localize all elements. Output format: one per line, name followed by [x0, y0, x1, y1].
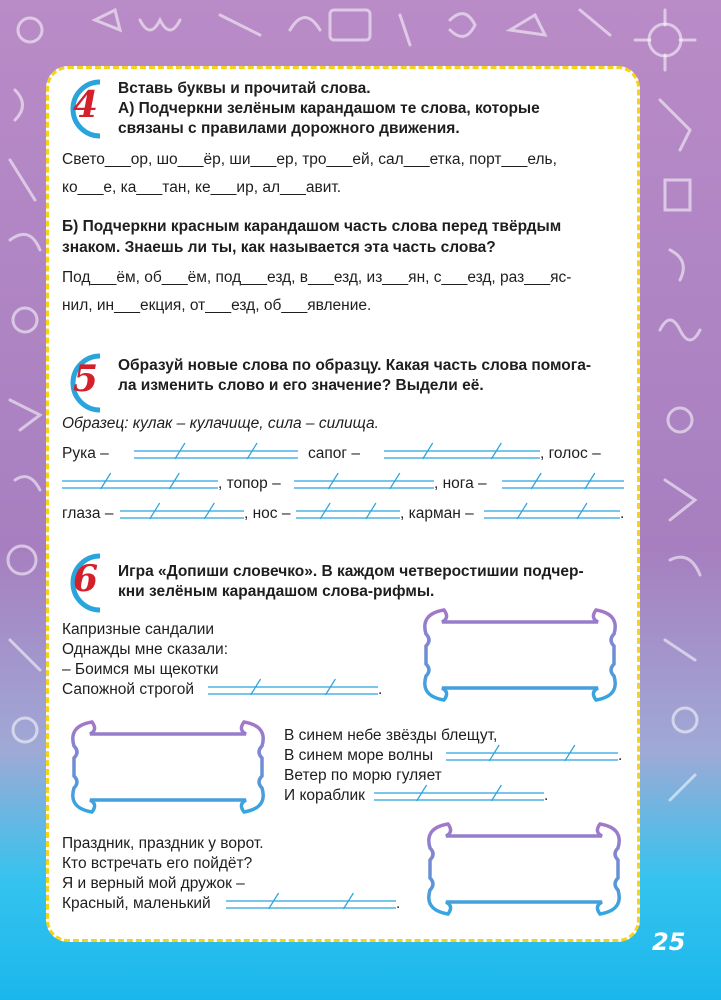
poem1-dot: . — [378, 681, 383, 698]
poem2-dot2: . — [544, 787, 549, 804]
poem1-line2: Однажды мне сказали: — [62, 641, 228, 658]
ex6-task-line1: Игра «Допиши словечко». В каждом четверостишии подчер- — [118, 563, 584, 580]
answer-line[interactable] — [374, 784, 544, 802]
ex6-task-line2: кни зелёным карандашом слова-рифмы. — [118, 583, 435, 600]
poem3-line2: Кто встречать его пойдёт? — [62, 855, 253, 872]
ex5-word-sapog: сапог – — [308, 445, 360, 462]
ex4-task-a-line2: связаны с правилами дорожного движения. — [118, 120, 460, 137]
answer-line[interactable] — [208, 678, 378, 696]
ex4-words-line3: Под___ём, об___ём, под___езд, в___езд, из___ян, с___езд, раз___яс- — [62, 269, 572, 286]
poem1-line4: Сапожной строгой — [62, 681, 195, 698]
ex5-task-line1: Образуй новые слова по образцу. Какая часть слова помога- — [118, 357, 591, 374]
answer-line[interactable] — [134, 442, 298, 460]
ex5-word-karman: , карман – — [400, 505, 474, 522]
exercise-4-badge — [62, 78, 112, 140]
answer-line[interactable] — [294, 472, 434, 490]
exercise-5-badge — [62, 352, 112, 414]
ex4-words-line1: Свето___ор, шо___ёр, ши___ер, тро___ей, сал___етка, порт___ель, — [62, 151, 557, 168]
answer-line[interactable] — [484, 502, 620, 520]
answer-line[interactable] — [446, 744, 618, 762]
ex4-words-line2: ко___е, ка___тан, ке___ир, ал___авит. — [62, 179, 342, 196]
poem2-dot1: . — [618, 747, 623, 764]
ex4-task-a-line1: А) Подчеркни зелёным карандашом те слова, которые — [118, 100, 540, 117]
exercise-4-number: 4 — [73, 84, 99, 126]
ex4-task-b-line2: знаком. Знаешь ли ты, как называется эта часть слова? — [62, 239, 496, 256]
answer-line[interactable] — [384, 442, 540, 460]
answer-frame[interactable] — [418, 818, 630, 920]
poem2-line3: Ветер по морю гуляет — [284, 767, 442, 784]
ex5-word-ruka: Рука – — [62, 445, 109, 462]
answer-line[interactable] — [62, 472, 218, 490]
answer-line[interactable] — [502, 472, 624, 490]
poem3-line3: Я и верный мой дружок – — [62, 875, 245, 892]
ex5-task-line2: ла изменить слово и его значение? Выдели её. — [118, 377, 484, 394]
answer-frame[interactable] — [414, 604, 626, 706]
answer-line[interactable] — [226, 892, 396, 910]
ex5-word-golos: , голос – — [540, 445, 601, 462]
poem2-line1: В синем небе звёзды блещут, — [284, 727, 498, 744]
poem2-line4: И кораблик — [284, 787, 365, 804]
ex5-word-topor: , топор – — [218, 475, 281, 492]
exercise-5-number: 5 — [73, 358, 99, 400]
poem2-line2: В синем море волны — [284, 747, 434, 764]
ex4-title: Вставь буквы и прочитай слова. — [118, 80, 371, 97]
poem3-line1: Праздник, праздник у ворот. — [62, 835, 264, 852]
poem1-line3: – Боимся мы щекотки — [62, 661, 219, 678]
ex4-task-b-line1: Б) Подчеркни красным карандашом часть слова перед твёрдым — [62, 218, 562, 235]
ex5-end-dot: . — [620, 505, 625, 522]
answer-frame[interactable] — [62, 716, 274, 818]
page-number: 25 — [652, 928, 686, 956]
exercise-6-badge — [62, 552, 112, 614]
answer-line[interactable] — [296, 502, 400, 520]
ex5-word-nos: , нос – — [244, 505, 291, 522]
ex5-word-noga: , нога – — [434, 475, 487, 492]
poem1-line1: Капризные сандалии — [62, 621, 215, 638]
ex5-word-glaza: глаза – — [62, 505, 114, 522]
poem3-dot: . — [396, 895, 401, 912]
ex4-words-line4: нил, ин___екция, от___езд, об___явление. — [62, 297, 372, 314]
poem3-line4: Красный, маленький — [62, 895, 211, 912]
exercise-6-number: 6 — [73, 558, 99, 600]
ex5-sample: Образец: кулак – кулачище, сила – силища. — [62, 415, 379, 432]
answer-line[interactable] — [120, 502, 244, 520]
